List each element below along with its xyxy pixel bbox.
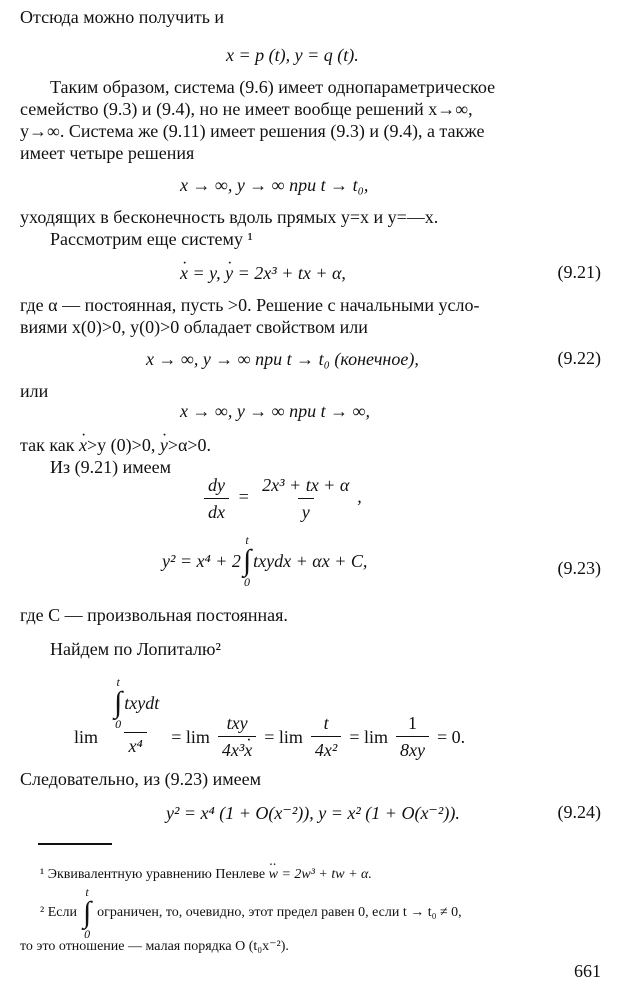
equals: = — [237, 486, 250, 507]
equation-9-24: y² = x⁴ (1 + O(x⁻²)), y = x² (1 + O(x⁻²)). — [166, 803, 460, 823]
upper-limit: t — [245, 533, 249, 547]
fn-part: = 2w³ + tw + α. — [277, 867, 372, 882]
x-dot: · x — [244, 739, 252, 761]
formula-dy-dx — [200, 474, 362, 523]
equals-zero: = 0. — [436, 726, 466, 747]
text-line: Следовательно, из (9.23) имеем — [20, 769, 261, 789]
equation-number: (9.24) — [557, 802, 601, 822]
text-line: виями x(0)>0, y(0)>0 обладает свойством или — [20, 317, 368, 337]
numerator: 2x³ + tx + α — [262, 475, 350, 495]
text-line: Таким образом, система (9.6) имеет однопараметрическое — [50, 77, 496, 97]
text-line: или — [20, 381, 49, 401]
footnote-1 — [40, 864, 372, 886]
eq-part: = 2x³ + tx + α, — [233, 263, 346, 283]
numerator: 1 — [407, 713, 417, 733]
integral — [83, 886, 91, 940]
lim-label: lim — [74, 726, 99, 747]
text-line: Отсюда можно получить и — [20, 7, 225, 27]
eq-part: y² = x⁴ + 2 — [162, 551, 241, 571]
equation-9-22: x → ∞, y → ∞ при t → t₀ (конечное), — [146, 349, 419, 369]
footnote-2-cont: то это отношение — малая порядка O (t₀x⁻²). — [20, 939, 289, 954]
fraction — [258, 474, 353, 523]
fraction — [218, 712, 256, 761]
equation-number: (9.22) — [557, 348, 601, 368]
eq-part: txydx + αx + C, — [253, 551, 368, 571]
integral — [114, 676, 122, 730]
w-ddot: ·· w — [269, 864, 278, 886]
text-part: так как — [20, 435, 80, 455]
text-line: Из (9.21) имеем — [50, 457, 171, 477]
x-dot: · x — [180, 262, 188, 284]
text-line: семейство (9.3) и (9.4), но не имеет вообще решений x→∞, — [20, 99, 473, 119]
denominator — [218, 736, 256, 761]
integrand: txydt — [124, 693, 160, 713]
numerator: dy — [208, 475, 225, 495]
denominator: 4x² — [311, 736, 341, 761]
text-line: y→∞. Система же (9.11) имеет решения (9.3) и (9.4), а также — [20, 121, 485, 141]
equation-number: (9.23) — [557, 558, 601, 578]
upper-limit: t — [116, 675, 120, 689]
comma: , — [357, 486, 362, 507]
text-line: где C — произвольная постоянная. — [20, 605, 288, 625]
footnote-divider — [38, 843, 112, 845]
text-line: уходящих в бесконечность вдоль прямых y=x и y=—x. — [20, 207, 439, 227]
formula-x-p-y-q: x = p (t), y = q (t). — [226, 45, 359, 65]
equation-number: (9.21) — [557, 262, 601, 282]
footnote-2 — [40, 886, 462, 940]
fraction — [204, 474, 229, 523]
integral-sign: ∫ — [114, 686, 123, 719]
text-line — [20, 434, 211, 456]
fn-part: ограничен, то, очевидно, этот предел равен 0, если t → t₀ ≠ 0, — [97, 905, 462, 920]
fn-part: ² Если — [40, 905, 77, 920]
denominator: x⁴ — [124, 732, 146, 757]
denominator: dx — [204, 498, 229, 523]
x-dot: · x — [79, 434, 87, 456]
fraction — [108, 676, 163, 757]
equation-9-23 — [162, 534, 367, 588]
equals-lim: = lim — [264, 726, 303, 747]
text-part: >y (0)>0, — [87, 435, 160, 455]
fraction — [396, 712, 429, 761]
lower-limit: 0 — [115, 717, 122, 731]
integral-sign: ∫ — [82, 896, 92, 929]
integral-sign: ∫ — [242, 544, 252, 577]
upper-limit: t — [85, 885, 89, 899]
fraction — [311, 712, 341, 761]
text-line: Найдем по Лопиталю² — [50, 639, 221, 659]
denominator: y — [298, 498, 314, 523]
page-number: 661 — [574, 961, 601, 981]
numerator — [108, 676, 163, 732]
lower-limit: 0 — [84, 927, 91, 941]
y-dot: · y — [160, 434, 168, 456]
lhopital-formula — [74, 672, 465, 761]
denominator: 8xy — [396, 736, 429, 761]
integral — [243, 534, 251, 588]
eq-part: = y, — [188, 263, 226, 283]
text-part: >α>0. — [167, 435, 212, 455]
y-dot: · y — [225, 262, 233, 284]
formula-limit-inf: x → ∞, y → ∞ при t → ∞, — [180, 401, 370, 421]
text-line: имеет четыре решения — [20, 143, 195, 163]
formula-limit-t0: x → ∞, y → ∞ при t → t₀, — [180, 175, 369, 195]
equals-lim: = lim — [349, 726, 388, 747]
numerator: t — [323, 713, 329, 733]
text-line: Рассмотрим еще систему ¹ — [50, 229, 253, 249]
equals-lim: = lim — [171, 726, 210, 747]
fn-part: ¹ Эквивалентную уравнению Пенлеве — [40, 867, 269, 882]
numerator: txy — [226, 713, 248, 733]
den-part: 4x³ — [221, 740, 245, 760]
equation-9-21 — [180, 262, 346, 284]
text-line: где α — постоянная, пусть >0. Решение с начальными усло- — [20, 295, 480, 315]
lower-limit: 0 — [244, 575, 251, 589]
